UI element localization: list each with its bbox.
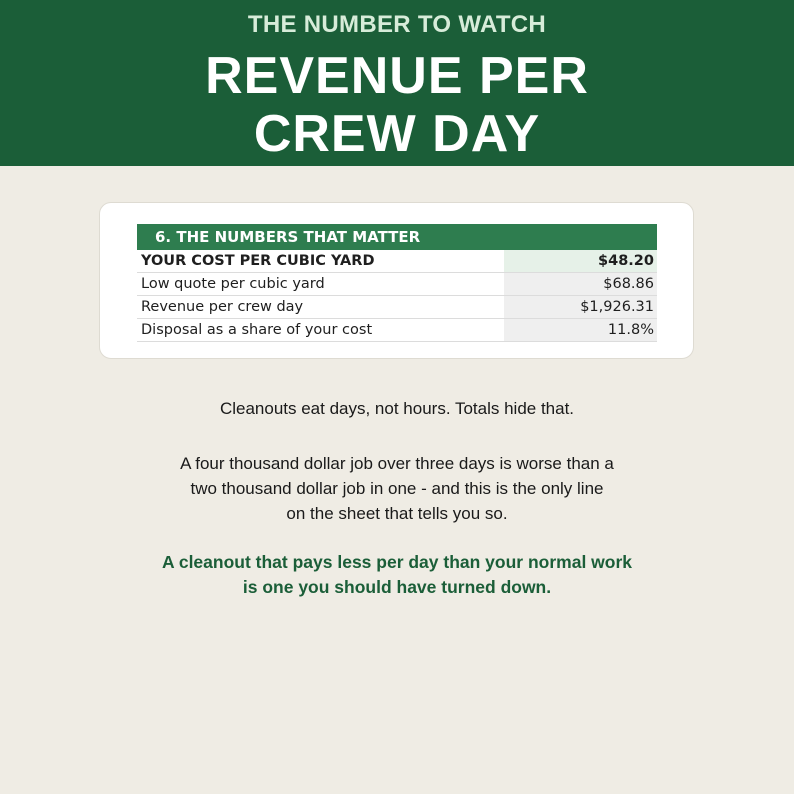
section-header-label: 6. THE NUMBERS THAT MATTER bbox=[137, 224, 657, 250]
row-label: Revenue per crew day bbox=[137, 296, 504, 319]
page-title bbox=[0, 47, 794, 163]
table-row bbox=[137, 296, 657, 319]
table-row bbox=[137, 273, 657, 296]
row-label: Disposal as a share of your cost bbox=[137, 319, 504, 342]
emphasis-paragraph bbox=[0, 550, 794, 600]
numbers-table bbox=[137, 224, 657, 342]
explanation-paragraph bbox=[0, 451, 794, 526]
row-label: Low quote per cubic yard bbox=[137, 273, 504, 296]
row-value: $48.20 bbox=[504, 250, 657, 273]
table-section-header bbox=[137, 224, 657, 250]
explanation-line: on the sheet that tells you so. bbox=[286, 504, 508, 523]
row-value: 11.8% bbox=[504, 319, 657, 342]
eyebrow-text: THE NUMBER TO WATCH bbox=[247, 11, 547, 38]
table-row bbox=[137, 319, 657, 342]
intro-line: Cleanouts eat days, not hours. Totals hide that. bbox=[219, 399, 575, 418]
emphasis-line: A cleanout that pays less per day than your normal work bbox=[161, 552, 633, 572]
row-value: $1,926.31 bbox=[504, 296, 657, 319]
explanation-line: two thousand dollar job in one - and this is the only line bbox=[190, 479, 604, 498]
row-value: $68.86 bbox=[504, 273, 657, 296]
emphasis-line: is one you should have turned down. bbox=[242, 577, 552, 597]
explanation-line: A four thousand dollar job over three days is worse than a bbox=[180, 454, 614, 473]
row-label: YOUR COST PER CUBIC YARD bbox=[137, 250, 504, 273]
page-title-line-2: CREW DAY bbox=[253, 105, 541, 163]
table-row bbox=[137, 250, 657, 273]
spreadsheet-card bbox=[99, 202, 694, 359]
header-banner bbox=[0, 0, 794, 166]
page-title-line-1: REVENUE PER bbox=[205, 47, 589, 105]
